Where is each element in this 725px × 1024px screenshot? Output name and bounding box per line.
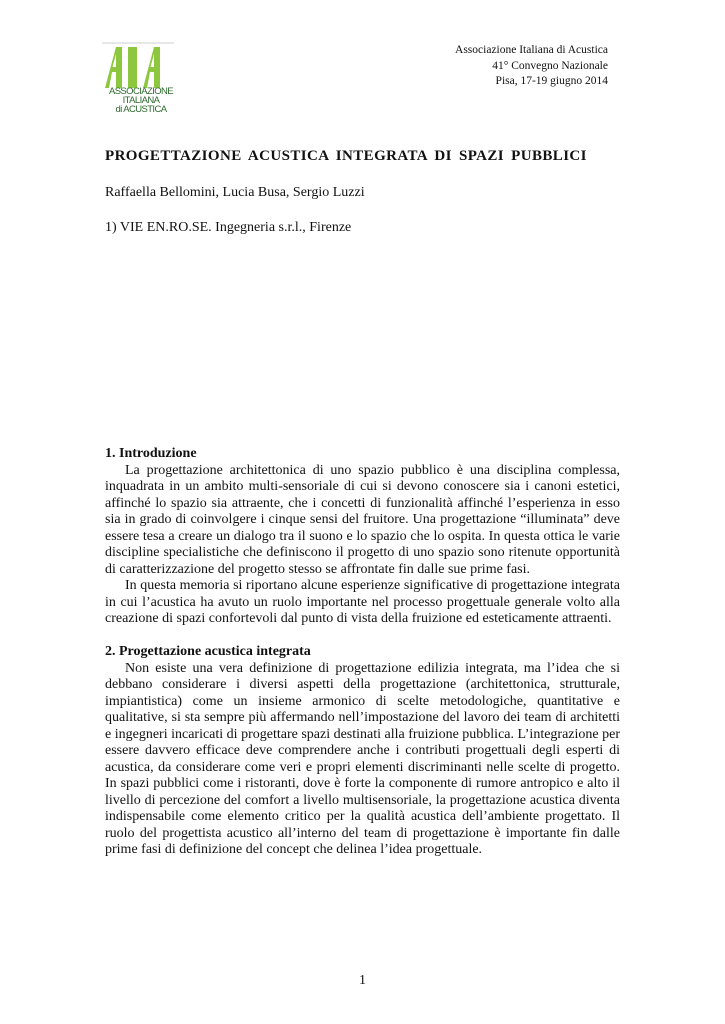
logo-text-line3: di ACUSTICA [115, 104, 167, 115]
logo-text-line2: ITALIANA [122, 95, 160, 106]
paper-affiliation: 1) VIE EN.RO.SE. Ingegneria s.r.l., Firenze [105, 220, 352, 235]
logo-text-line1: ASSOCIAZIONE [108, 86, 174, 97]
paper-title: PROGETTAZIONE ACUSTICA INTEGRATA DI SPAZI PUBBLICI [105, 148, 587, 164]
paper-authors: Raffaella Bellomini, Lucia Busa, Sergio Luzzi [105, 185, 365, 200]
paragraph: Non esiste una vera definizione di progettazione edilizia integrata, ma l’idea che si debbano considerare i diversi aspetti della progettazione (architettonica, strutturale, impiantistica) come un insieme armonico di scelte metodologiche, quantitative e qualitative, si sta sempre più affermando nell’impostazione del lavoro dei team di architetti e ingegneri incaricati di progettare spazi destinati alla fruizione pubblica. L’integrazione per essere davvero efficace deve comprendere anche i contributi progettuali degli esperti di acustica, da considerare come veri e propri elementi discriminanti nelle scelte di progetto. In spazi pubblici come i ristoranti, dove è forte la componente di rumore antropico e alto il livello di percezione del comfort a livello multisensoriale, la progettazione acustica diventa indispensabile come elemento critico per la qualità acustica dell’ambiente progettato. Il ruolo del progettista acustico all’interno del team di progettazione è importante fin dalle prime fasi di definizione del concept che delinea l’idea progettuale. [105, 660, 620, 857]
section-heading-progettazione: 2. Progettazione acustica integrata [105, 644, 311, 659]
header-association: Associazione Italiana di Acustica [455, 44, 608, 56]
paragraph: In questa memoria si riportano alcune esperienze significative di progettazione integrata in cui l’acustica ha avuto un ruolo importante nel processo progettuale generale volto alla creazione di spazi confortevoli dal punto di vista della fruizione ed esteticamente attraenti. [105, 578, 620, 626]
header-conference: 41° Convegno Nazionale [492, 59, 608, 72]
header-place-date: Pisa, 17-19 giugno 2014 [495, 75, 608, 87]
section-heading-introduzione: 1. Introduzione [105, 446, 197, 461]
paragraph: La progettazione architettonica di uno spazio pubblico è una disciplina complessa, inquadrata in un ambito multi-sensoriale di cui si devono conoscere sia i canoni estetici, affinché lo spazio sia attraente, che i concetti di funzionalità affinché l’esperienza in esso sia in grado di coinvolgere i cinque sensi del fruitore. Una progettazione “illuminata” deve essere tesa a creare un dialogo tra il suono e lo spazio che lo ospita. In questa ottica le varie discipline specialistiche che definiscono il progetto di uno spazio sono ritenute opportunità di caratterizzazione del progetto stesso se affrontate fin dalle sue prime fasi. [105, 462, 620, 577]
logo-text [104, 87, 178, 114]
paper-body [105, 446, 620, 859]
conference-header [455, 43, 608, 90]
page-number: 1 [359, 973, 366, 988]
